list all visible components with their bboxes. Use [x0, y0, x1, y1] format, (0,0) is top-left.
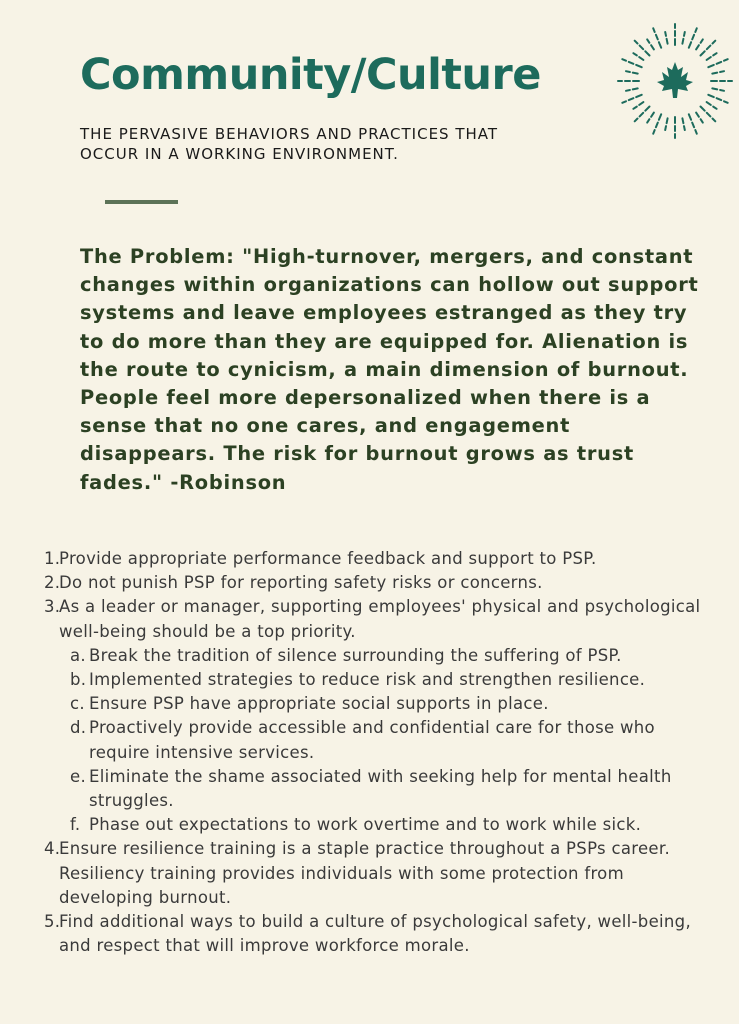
emblem-ray [653, 130, 655, 134]
emblem-ray [656, 123, 658, 128]
emblem-ray [707, 102, 711, 105]
sub-list-marker: e. [70, 766, 86, 786]
sub-list-item [0, 716, 739, 764]
page-title: Community/Culture [80, 50, 541, 100]
emblem-ray [640, 113, 644, 117]
sub-list-item-text: Eliminate the shame associated with seeking help for mental health struggles. [89, 766, 672, 811]
emblem-ray [684, 126, 685, 130]
sub-list-marker: b. [70, 670, 87, 690]
emblem-ray [717, 62, 722, 64]
list-item-text: Ensure resilience training is a staple practice throughout a PSPs career. Resiliency training provides individuals with some protection from developing burnout. [59, 839, 670, 907]
emblem-ray [647, 39, 649, 42]
emblem-ray [689, 42, 691, 48]
emblem-ray [682, 39, 683, 44]
emblem-ray [708, 95, 714, 97]
sub-list-item [0, 644, 739, 668]
sub-list-item [0, 692, 739, 716]
emblem-ray [713, 41, 716, 44]
maple-leaf-burst-icon [614, 20, 736, 142]
emblem-ray [647, 119, 649, 122]
emblem-ray [696, 113, 699, 117]
divider [105, 200, 178, 204]
emblem-ray [701, 39, 703, 42]
emblem-ray [626, 71, 630, 72]
emblem-ray [667, 118, 668, 123]
emblem-ray [640, 46, 644, 50]
emblem-ray [633, 53, 636, 55]
emblem-ray [667, 39, 668, 44]
list-marker: 4. [44, 839, 61, 859]
emblem-ray [665, 32, 666, 36]
emblem-ray [712, 73, 717, 74]
emblem-ray [695, 130, 697, 134]
list-item [0, 595, 739, 643]
emblem-ray [651, 45, 654, 49]
emblem-ray [636, 65, 642, 67]
list-item [0, 837, 739, 910]
sub-list-marker: d. [70, 718, 87, 738]
emblem-ray [635, 119, 638, 122]
emblem-ray [659, 114, 661, 120]
list-item-text: Find additional ways to build a culture of psychological safety, well-being, and respect that will improve workforce morale. [59, 912, 691, 956]
list-item-text: Do not punish PSP for reporting safety risks or concerns. [59, 573, 543, 593]
recommendation-list [0, 547, 739, 958]
list-marker: 1. [44, 549, 61, 568]
list-item [0, 910, 739, 958]
page-subtitle: THE PERVASIVE BEHAVIORS AND PRACTICES THAT OCCUR IN A WORKING ENVIRONMENT. [80, 125, 499, 163]
emblem-ray [701, 107, 705, 111]
emblem-ray [724, 59, 728, 61]
list-item-text: As a leader or manager, supporting employees' physical and psychological well-being should be a top priority. [59, 597, 701, 641]
list-marker: 2. [44, 573, 61, 593]
sub-list-item-text: Break the tradition of silence surrounding the suffering of PSP. [89, 645, 622, 665]
problem-statement: The Problem: "High-turnover, mergers, and constant changes within organizations can hollow out support systems and leave employees estranged as they try to do more than they are equipped for. Alienation is the route to cynicism, a main dimension of burnout. People feel more depersonalized when there is a sense that no one cares, and engagement disappears. The risk for burnout grows as trust fades." -Robinson [80, 245, 699, 494]
emblem-ray [707, 46, 711, 50]
emblem-ray [692, 123, 694, 128]
emblem-ray [665, 126, 666, 130]
sub-list-item-text: Proactively provide accessible and confidential care for those who require intensive services. [89, 718, 655, 762]
list-marker: 3. [44, 597, 61, 617]
emblem-ray [629, 98, 634, 100]
emblem-ray [724, 101, 728, 103]
emblem-ray [653, 28, 655, 32]
emblem-ray [682, 118, 683, 123]
emblem-ray [692, 35, 694, 40]
emblem-ray [639, 102, 643, 105]
sub-list-item [0, 813, 739, 837]
emblem-ray [713, 119, 716, 122]
emblem-ray [712, 88, 717, 89]
emblem-ray [717, 98, 722, 100]
emblem-ray [707, 57, 711, 60]
sub-list-item-text: Phase out expectations to work overtime and to work while sick. [89, 815, 642, 835]
emblem-ray [639, 57, 643, 60]
emblem-ray [651, 113, 654, 117]
emblem-ray [633, 88, 638, 89]
emblem-ray [629, 62, 634, 64]
emblem-ray [701, 119, 703, 122]
emblem-ray [626, 90, 630, 91]
emblem-ray [636, 95, 642, 97]
emblem-ray [696, 45, 699, 49]
emblem-ray [713, 107, 716, 109]
emblem-ray [695, 28, 697, 32]
sub-list-marker: c. [70, 694, 85, 714]
list-item [0, 547, 739, 571]
emblem-ray [645, 107, 649, 111]
emblem-ray [635, 41, 638, 44]
emblem-ray [622, 101, 626, 103]
emblem-ray [645, 51, 649, 55]
emblem-ray [689, 114, 691, 120]
emblem-ray [720, 90, 724, 91]
emblem-ray [633, 107, 636, 109]
sub-list-item-text: Implemented strategies to reduce risk and strengthen resilience. [89, 670, 646, 690]
emblem-ray [656, 35, 658, 40]
emblem-ray [713, 53, 716, 55]
emblem-ray [708, 65, 714, 67]
list-marker: 5. [44, 912, 61, 932]
sub-list-marker: f. [70, 815, 81, 835]
emblem-ray [622, 59, 626, 61]
emblem-ray [633, 73, 638, 74]
emblem-ray [720, 71, 724, 72]
list-item-text: Provide appropriate performance feedback and support to PSP. [59, 549, 597, 568]
emblem-ray [707, 113, 711, 117]
list-item [0, 571, 739, 595]
sub-list-marker: a. [70, 645, 86, 665]
sub-list-item [0, 765, 739, 813]
sub-list-item-text: Ensure PSP have appropriate social supports in place. [89, 694, 549, 714]
emblem-ray [701, 51, 705, 55]
emblem-ray [684, 32, 685, 36]
sub-list-item [0, 668, 739, 692]
emblem-ray [659, 42, 661, 48]
